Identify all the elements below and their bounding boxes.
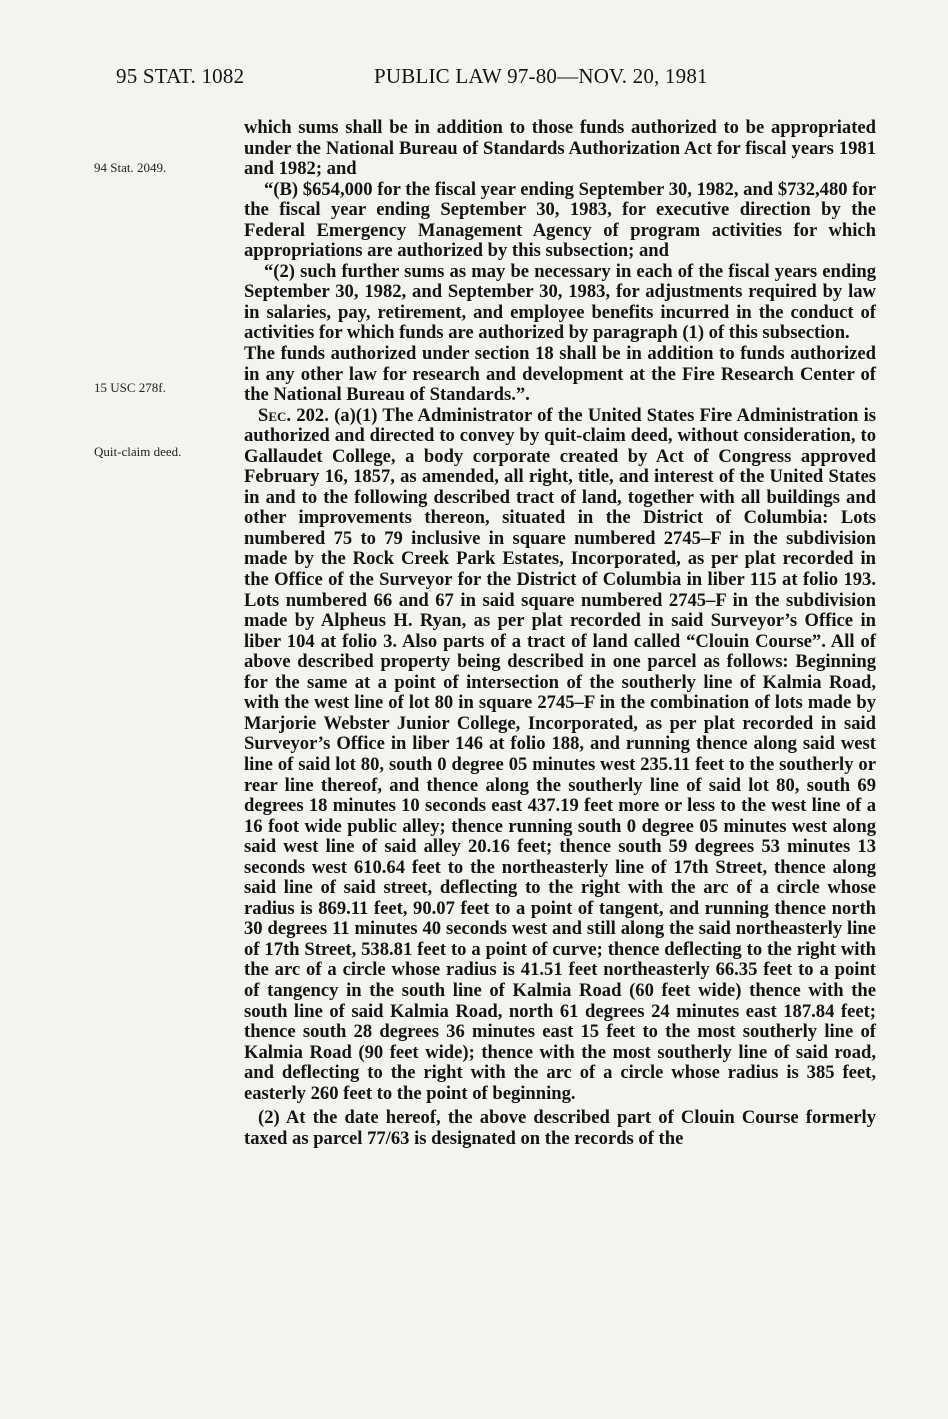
law-title: PUBLIC LAW 97-80—NOV. 20, 1981 (374, 64, 708, 88)
section-label: Sec. (258, 404, 292, 426)
law-body (244, 118, 876, 1149)
margin-note-deed: Quit-claim deed. (94, 444, 182, 459)
paragraph-section-202 (244, 406, 876, 1105)
paragraph-subsection-b: “(B) $654,000 for the fiscal year ending September 30, 1982, and $732,480 for the fiscal year ending September 30, 1983, for executive direction by the Federal Emergency Management Agency of program activities for which appropriations are authorized by this subsection; and (244, 178, 876, 262)
section-202-text: 202. (a)(1) The Administrator of the United States Fire Administration is authorized and directed to convey by quit-claim deed, without consideration, to Gallaudet College, a body corporate created by Act of Congress approved February 16, 1857, as amended, all right, title, and interest of the United States in and to the following described tract of land, together with all buildings and other improvements thereon, situated in the District of Columbia: Lots numbered 75 to 79 inclusive in square numbered 2745–F in the subdivision made by the Rock Creek Park Estates, Incorporated, as per plat recorded in the Office of the Surveyor for the District of Columbia in liber 115 at folio 193. Lots numbered 66 and 67 in said square numbered 2745–F in the subdivision made by Alpheus H. Ryan, as per plat recorded in said Surveyor’s Office in liber 104 at folio 3. Also parts of a tract of land called “Clouin Course”. All of above described property being described in one parcel as follows: Beginning for the same at a point of intersection of the southerly line of Kalmia Road, with the west line of lot 80 in square 2745–F in the combination of lots made by Marjorie Webster Junior College, Incorporated, as per plat recorded in said Surveyor’s Office in liber 146 at folio 188, and running thence along said west line of said lot 80, south 0 degree 05 minutes west 235.11 feet to the southerly or rear line thereof, and thence along the southerly line of said lot 80, south 69 degrees 18 minutes 10 seconds east 437.19 feet more or less to the west line of a 16 foot wide public alley; thence running south 0 degree 05 minutes west along said west line of said alley 20.16 feet; thence south 59 degrees 53 minutes 13 seconds west 610.64 feet to the northeasterly line of 17th Street, thence along said line of said street, deflecting to the right with the arc of a circle whose radius is 869.11 feet, 90.07 feet to a point of tangent, and running thence north 30 degrees 11 minutes 40 seconds west and still along the said northeasterly line of 17th Street, 538.81 feet to a point of curve; thence deflecting to the right with the arc of a circle whose radius is 41.51 feet northeasterly 66.35 feet to a point of tangency in the south line of Kalmia Road (60 feet wide) thence with the south line of said Kalmia Road, north 61 degrees 24 minutes east 187.84 feet; thence south 28 degrees 36 minutes east 15 feet to the most southerly line of Kalmia Road (90 feet wide); thence with the most southerly line of said road, and deflecting to the right with the arc of a circle whose radius is 385 feet, easterly 260 feet to the point of beginning. (244, 404, 876, 1104)
page-header (0, 64, 948, 94)
paragraph-continuation: which sums shall be in addition to those funds authorized to be appropriated under the National Bureau of Standards Authorization Act for fiscal years 1981 and 1982; and (244, 117, 876, 180)
margin-note-usc-ref: 15 USC 278f. (94, 380, 166, 395)
paragraph-a2: (2) At the date hereof, the above described part of Clouin Course formerly taxed as parcel 77/63 is designated on the records of the (244, 1107, 876, 1149)
paragraph-subsection-2: “(2) such further sums as may be necessary in each of the fiscal years ending September 30, 1982, and September 30, 1983, for adjustments required by law in salaries, pay, retirement, and employee benefits incurred in the conduct of activities for which funds are authorized by paragraph (1) of this subsection. (244, 260, 876, 344)
page-reference: 95 STAT. 1082 (116, 64, 245, 88)
paragraph-funds: The funds authorized under section 18 shall be in addition to funds authorized in any other law for research and development at the Fire Research Center of the National Bureau of Standards.”. (244, 343, 876, 406)
margin-note-stat-ref: 94 Stat. 2049. (94, 160, 167, 175)
